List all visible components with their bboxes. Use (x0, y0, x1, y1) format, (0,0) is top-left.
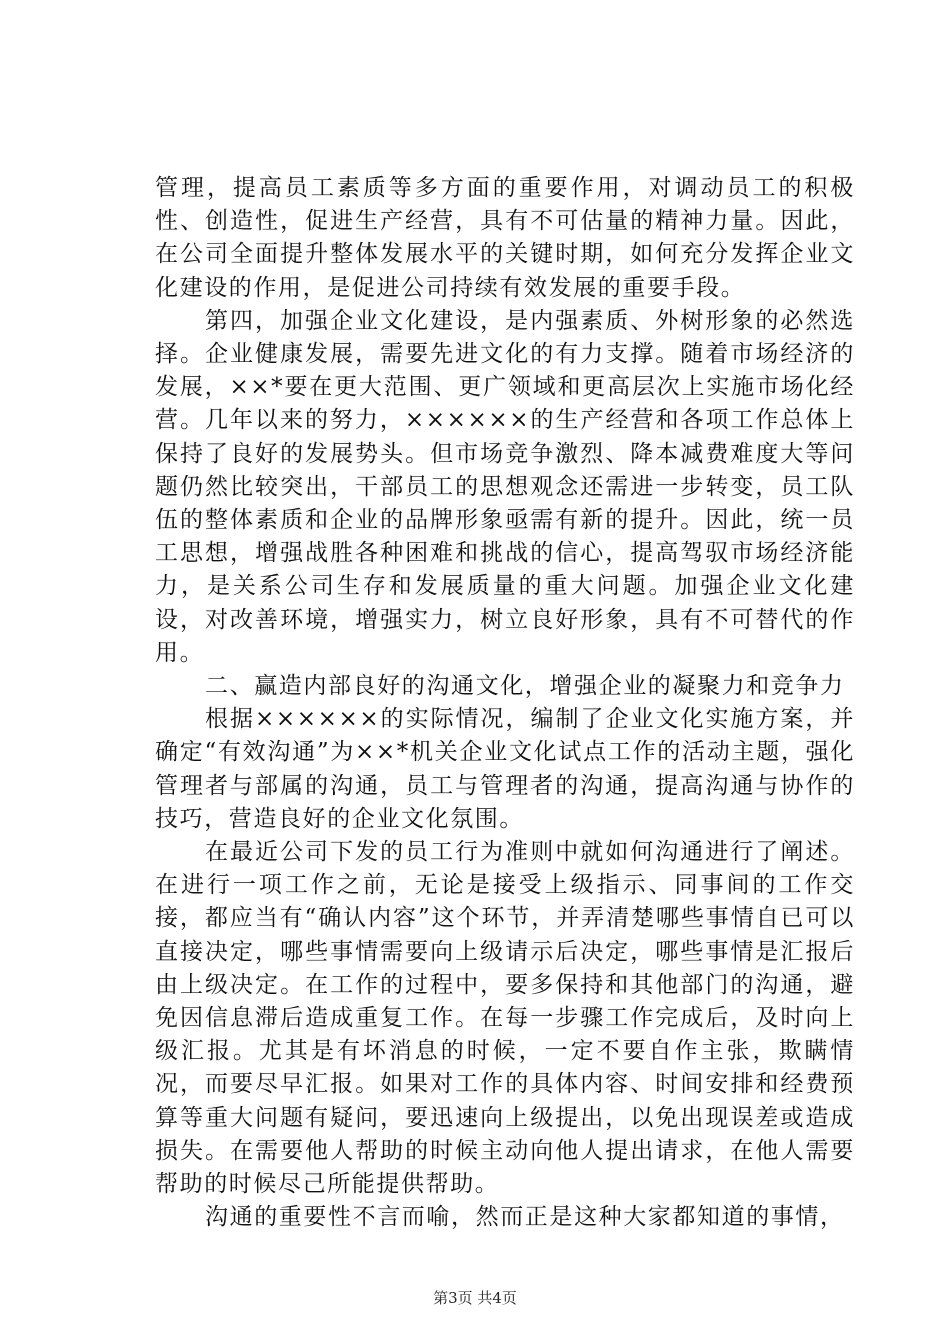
document-body (155, 172, 855, 1235)
paragraph-code-of-conduct: 在最近公司下发的员工行为准则中就如何沟通进行了阐述。在进行一项工作之前，无论是接受上级指示、同事间的工作交接，都应当有“确认内容”这个环节，并弄清楚哪些事情自已可以直接决定，哪些事情需要向上级请示后决定，哪些事情是汇报后由上级决定。在工作的过程中，要多保持和其他部门的沟通，避免因信息滞后造成重复工作。在每一步骤工作完成后，及时向上级汇报。尤其是有坏消息的时候，一定不要自作主张，欺瞒情况，而要尽早汇报。如果对工作的具体内容、时间安排和经费预算等重大问题有疑问，要迅速向上级提出，以免出现误差或造成损失。在需要他人帮助的时候主动向他人提出请求，在他人需要帮助的时候尽己所能提供帮助。 (155, 839, 855, 1198)
paragraph-fourth-point: 第四，加强企业文化建设，是内强素质、外树形象的必然选择。企业健康发展，需要先进文化的有力支撑。随着市场经济的发展，××*要在更大范围、更广领域和更高层次上实施市场化经营。几年以来的努力，××××××的生产经营和各项工作总体上保持了良好的发展势头。但市场竞争激烈、降本减费难度大等问题仍然比较突出，干部员工的思想观念还需进一步转变，员工队伍的整体素质和企业的品牌形象亟需有新的提升。因此，统一员工思想，增强战胜各种困难和挑战的信心，提高驾驭市场经济能力，是关系公司生存和发展质量的重大问题。加强企业文化建设，对改善环境，增强实力，树立良好形象，具有不可替代的作用。 (155, 307, 855, 666)
paragraph-implementation-plan: 根据××××××的实际情况，编制了企业文化实施方案，并确定“有效沟通”为××*机关企业文化试点工作的活动主题，强化管理者与部属的沟通，员工与管理者的沟通，提高沟通与协作的技巧，营造良好的企业文化氛围。 (155, 706, 855, 832)
page-number-footer: 第3页 共4页 (433, 1289, 517, 1307)
section-heading-two: 二、赢造内部良好的沟通文化，增强企业的凝聚力和竞争力 (205, 673, 845, 700)
paragraph-continued: 管理，提高员工素质等多方面的重要作用，对调动员工的积极性、创造性，促进生产经营，具有不可估量的精神力量。因此，在公司全面提升整体发展水平的关键时期，如何充分发挥企业文化建设的作用，是促进公司持续有效发展的重要手段。 (155, 175, 855, 301)
paragraph-communication-importance: 沟通的重要性不言而喻，然而正是这种大家都知道的事情， (205, 1204, 845, 1231)
